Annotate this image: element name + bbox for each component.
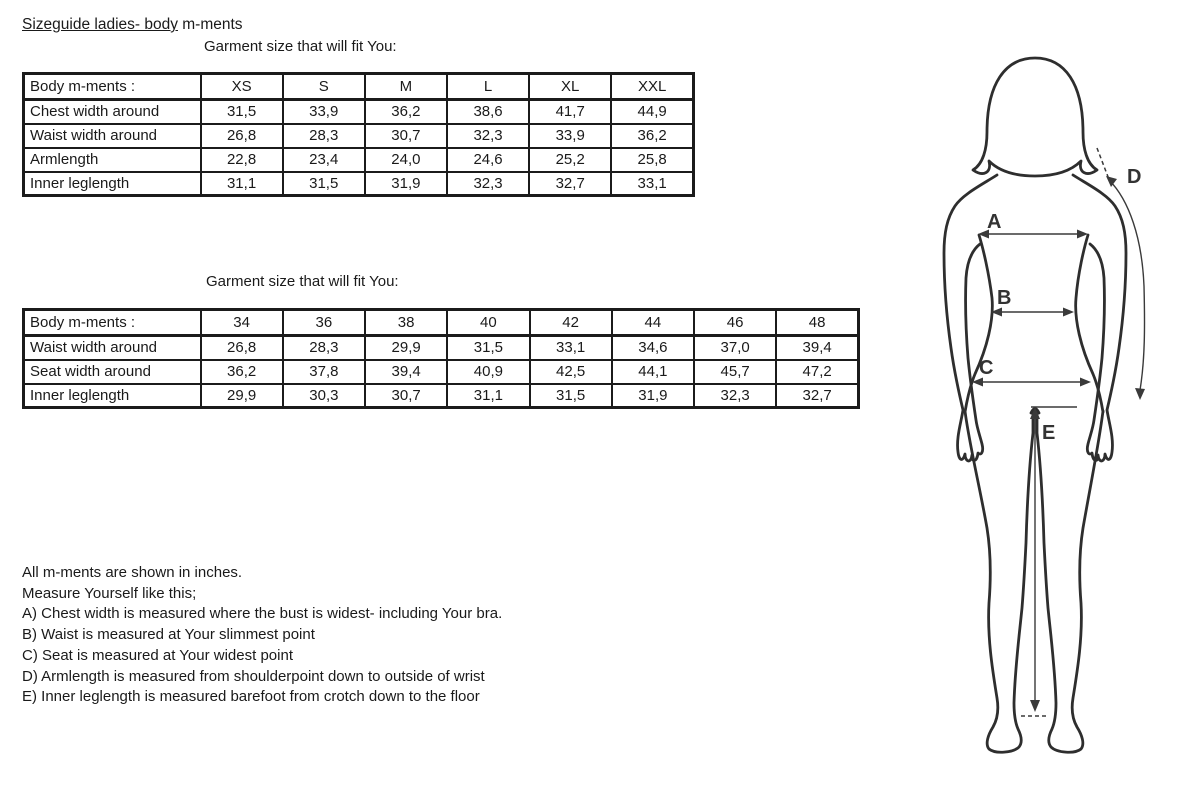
measurement-value-cell: 41,7 [529,100,611,124]
measurement-value-cell: 24,6 [447,148,529,172]
measurement-value-cell: 31,5 [201,100,283,124]
size-column-header: S [283,74,365,100]
hair-head-outline [973,58,1097,176]
row-label-cell: Inner leglength [24,384,201,408]
size-column-header: XXL [611,74,693,100]
measurement-value-cell: 29,9 [365,336,447,360]
note-line: B) Waist is measured at Your slimmest point [22,626,315,644]
measurement-value-cell: 44,1 [612,360,694,384]
measurement-value-cell: 33,1 [530,336,612,360]
measurement-value-cell: 40,9 [447,360,529,384]
row-label-cell: Chest width around [24,100,201,124]
measurement-value-cell: 37,0 [694,336,776,360]
size-column-header: 36 [283,310,365,336]
measurement-value-cell: 33,1 [611,172,693,196]
table-row [24,172,694,196]
row-label-cell: Waist width around [24,124,201,148]
measurement-value-cell: 45,7 [694,360,776,384]
measurement-value-cell: 31,1 [201,172,283,196]
size-column-header: XS [201,74,283,100]
right-arm-outline [1073,175,1126,461]
note-line: D) Armlength is measured from shoulderpoint down to outside of wrist [22,667,485,685]
measurement-value-cell: 30,3 [283,384,365,408]
inner-leglength-arrow [1021,407,1077,716]
measurement-value-cell: 28,3 [283,336,365,360]
table-header-row [24,310,859,336]
measurement-value-cell: 25,8 [611,148,693,172]
measurement-value-cell: 24,0 [365,148,447,172]
measurement-value-cell: 44,9 [611,100,693,124]
measurement-value-cell: 31,1 [447,384,529,408]
measurement-value-cell: 37,8 [283,360,365,384]
page-title-underlined: Sizeguide ladies- body [22,16,178,33]
measurement-value-cell: 22,8 [201,148,283,172]
note-line: E) Inner leglength is measured barefoot from crotch down to the floor [22,688,480,706]
note-line: Measure Yourself like this; [22,584,197,602]
row-label-header: Body m-ments : [24,74,201,100]
measurement-value-cell: 39,4 [365,360,447,384]
measurement-value-cell: 31,5 [447,336,529,360]
size-column-header: 34 [201,310,283,336]
table-row [24,384,859,408]
size-column-header: XL [529,74,611,100]
measurement-value-cell: 28,3 [283,124,365,148]
left-leg-outline [965,411,1033,752]
measurement-value-cell: 32,7 [529,172,611,196]
seat-measure-label: C [979,357,994,379]
measurement-value-cell: 26,8 [201,124,283,148]
measurement-value-cell: 32,7 [776,384,858,408]
size-column-header: M [365,74,447,100]
table-caption: Garment size that will fit You: [206,273,399,290]
table-row [24,336,859,360]
table-row [24,148,694,172]
measurement-value-cell: 33,9 [529,124,611,148]
row-label-cell: Seat width around [24,360,201,384]
measurement-value-cell: 36,2 [611,124,693,148]
page-title-rest: m-ments [177,16,243,33]
row-label-cell: Inner leglength [24,172,201,196]
note-line: All m-ments are shown in inches. [22,564,243,581]
measurement-value-cell: 36,2 [201,360,283,384]
size-column-header: 44 [612,310,694,336]
measurement-value-cell: 31,9 [365,172,447,196]
table-header-row [24,74,694,100]
size-column-header: 42 [530,310,612,336]
size-column-header: 40 [447,310,529,336]
table-row [24,360,859,384]
waist-measure-label: B [997,287,1012,309]
body-measurements-size-table [22,72,695,197]
row-label-cell: Armlength [24,148,201,172]
measurement-value-cell: 38,6 [447,100,529,124]
inner-leglength-measure-label: E [1042,422,1056,444]
measurement-value-cell: 31,5 [530,384,612,408]
size-column-header: 46 [694,310,776,336]
measurement-value-cell: 23,4 [283,148,365,172]
body-measurement-diagram [925,48,1165,768]
measurement-value-cell: 39,4 [776,336,858,360]
note-line: C) Seat is measured at Your widest point [22,646,293,664]
measurement-value-cell: 32,3 [447,172,529,196]
measurement-value-cell: 34,6 [612,336,694,360]
armlength-measure-label: D [1127,166,1142,188]
measurement-notes [22,563,502,708]
measurement-value-cell: 31,5 [283,172,365,196]
note-line: A) Chest width is measured where the bust is widest- including Your bra. [22,605,503,623]
measurement-value-cell: 47,2 [776,360,858,384]
table-caption: Garment size that will fit You: [204,38,397,55]
measurement-value-cell: 32,3 [447,124,529,148]
size-column-header: L [447,74,529,100]
measurement-value-cell: 42,5 [530,360,612,384]
measurement-value-cell: 30,7 [365,124,447,148]
measurement-value-cell: 31,9 [612,384,694,408]
measurement-value-cell: 30,7 [365,384,447,408]
size-column-header: 38 [365,310,447,336]
measurement-value-cell: 29,9 [201,384,283,408]
right-leg-outline [1037,411,1103,752]
body-diagram-svg [925,48,1165,768]
measurement-value-cell: 25,2 [529,148,611,172]
page-title [22,16,243,34]
table-row [24,100,694,124]
row-label-header: Body m-ments : [24,310,201,336]
row-label-cell: Waist width around [24,336,201,360]
numeric-size-table [22,308,860,409]
measurement-value-cell: 32,3 [694,384,776,408]
table-row [24,124,694,148]
size-column-header: 48 [776,310,858,336]
measurement-value-cell: 26,8 [201,336,283,360]
measurement-value-cell: 33,9 [283,100,365,124]
measurement-value-cell: 36,2 [365,100,447,124]
chest-measure-label: A [987,211,1002,233]
